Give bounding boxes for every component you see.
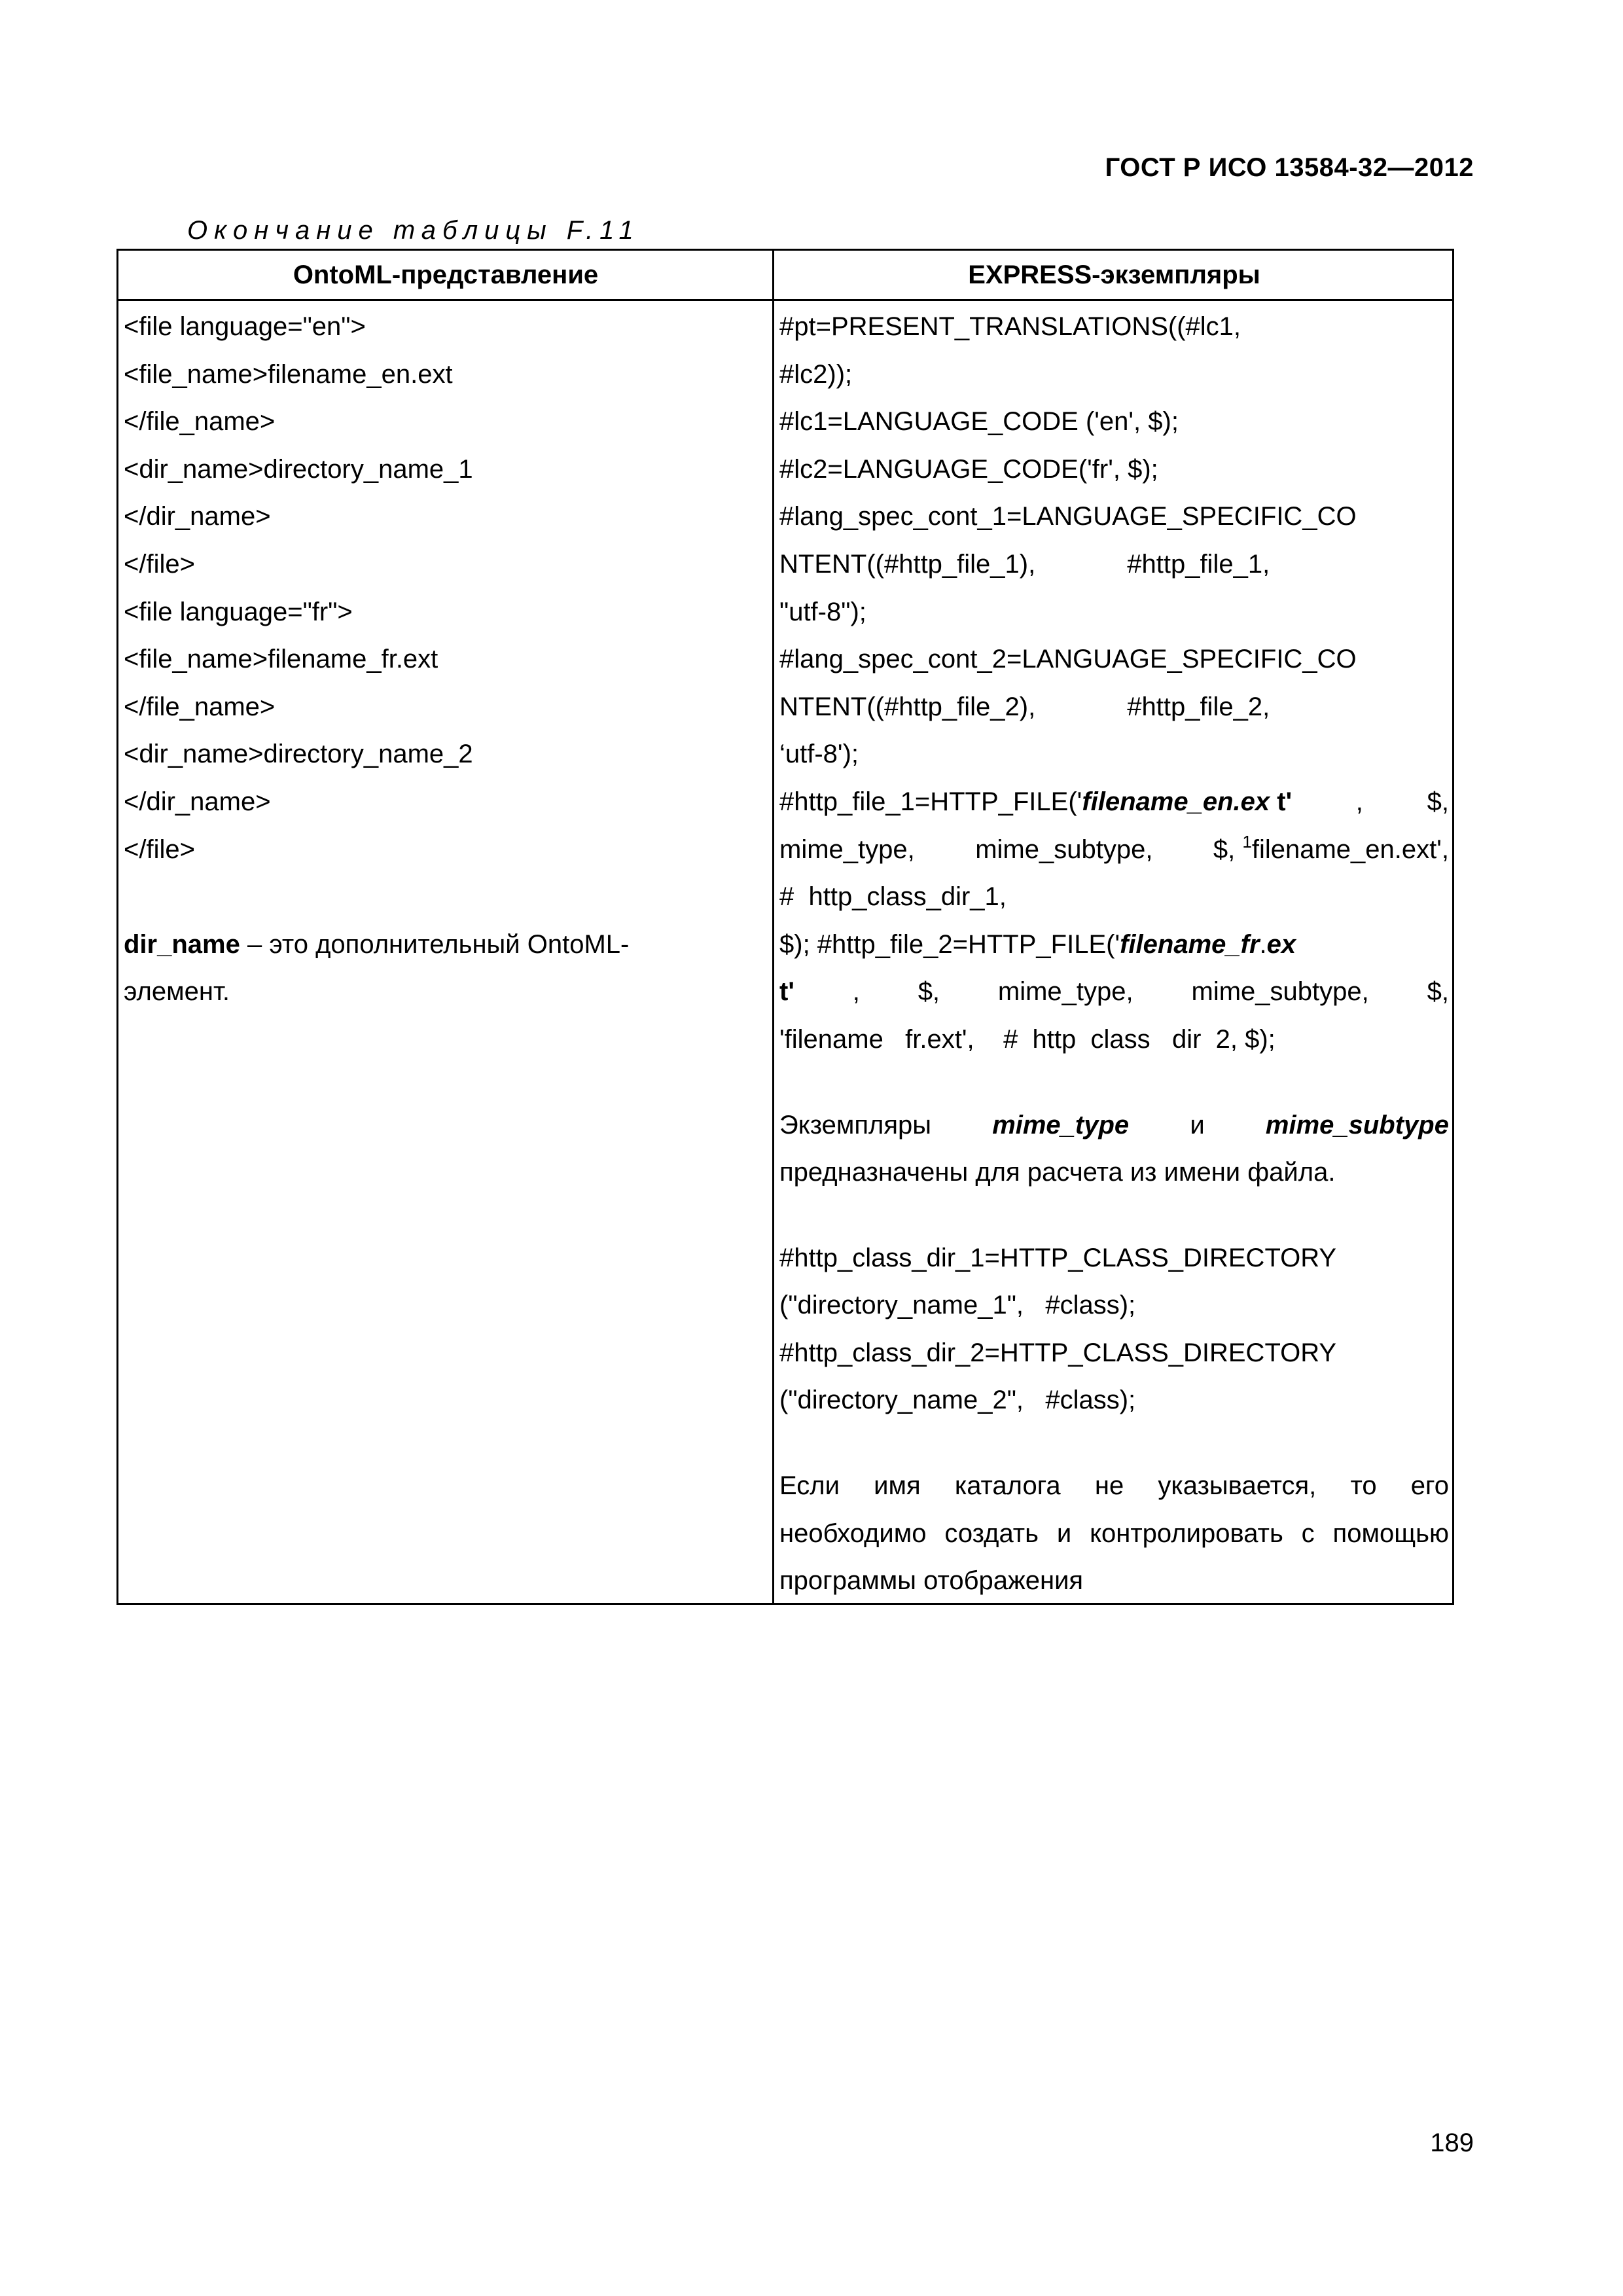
note-line [124,921,765,969]
xml-line: <file_name>filename_fr.ext [124,645,438,674]
express-line: #lc1=LANGUAGE_CODE ('en', $); [779,407,1179,437]
express-line: ("directory_name_1", #class); [779,1291,1136,1320]
express-fragment: , [852,977,860,1007]
paragraph-word: mime_type [992,1110,1130,1139]
paragraph-gap [779,1064,1449,1102]
column-divider [772,251,774,1603]
express-line: #http_class_dir_2=HTTP_CLASS_DIRECTORY [779,1338,1337,1367]
express-line: # http_class_dir_1, [779,882,1007,912]
xml-line: </file> [124,549,195,579]
paragraph-word: не [1094,1471,1124,1501]
table-header-row [118,251,1452,301]
express-line: 'filename fr.ext', # http class dir 2, $); [779,1024,1275,1054]
express-line: ("directory_name_2", #class); [779,1386,1136,1415]
express-line: ‘utf-8'); [779,740,859,769]
xml-line: </dir_name> [124,502,271,531]
paragraph-gap [779,1424,1449,1462]
express-fragment: mime_type, [997,977,1133,1007]
express-fragment: NTENT((#http_file_2), [779,692,1036,721]
xml-line: </file_name> [124,407,276,437]
paragraph-word: с [1301,1518,1315,1548]
table-caption: Окончание таблицы F.11 [187,216,640,245]
paragraph-word: указывается, [1158,1471,1317,1501]
express-fragment: $, [918,977,940,1007]
paragraph-word: имя [874,1471,921,1501]
express-line [779,826,1449,874]
paragraph-line [779,1462,1449,1510]
paragraph-word: и [1190,1110,1205,1139]
express-line: #lang_spec_cont_1=LANGUAGE_SPECIFIC_CO [779,502,1357,531]
note-text: – это дополнительный OntoML- [240,929,630,959]
express-line: #lc2=LANGUAGE_CODE('fr', $); [779,454,1158,484]
express-line [779,541,1449,588]
express-cell [779,303,1449,1605]
express-line: #pt=PRESENT_TRANSLATIONS((#lc1, [779,312,1241,341]
express-fragment: $, [1427,787,1449,816]
xml-line: </dir_name> [124,787,271,816]
express-fragment: NTENT((#http_file_1), [779,549,1036,579]
paragraph-word: Экземпляры [779,1110,931,1139]
express-line: #lc2)); [779,359,853,389]
paragraph-gap [779,1196,1449,1234]
note-term: dir_name [124,929,240,959]
express-fragment: t' [779,977,794,1007]
express-fragment: $, $^1$filename_en.ext', [1213,831,1449,864]
express-fragment: #http_file_2, [1127,692,1270,721]
ontoml-cell [124,303,765,1016]
paragraph-word: помощью [1332,1518,1449,1548]
paragraph-line: предназначены для расчета из имени файла. [779,1158,1336,1187]
express-fragment: $, [1427,977,1449,1007]
express-fragment: #http_file_1, [1127,549,1270,579]
paragraph-word: mime_subtype [1265,1110,1449,1139]
paragraph-word: необходимо [779,1518,927,1548]
express-line: #http_class_dir_1=HTTP_CLASS_DIRECTORY [779,1243,1337,1272]
xml-line: <dir_name>directory_name_2 [124,740,473,769]
express-fragment: mime_subtype, [975,834,1153,864]
express-fragment: mime_type, [779,834,915,864]
paragraph-word: создать [944,1518,1039,1548]
express-line [779,778,1449,826]
paragraph-word: контролировать [1090,1518,1283,1548]
paragraph-word: и [1056,1518,1072,1548]
express-line: $); #http_file_2=HTTP_FILE('filename_fr.ex [779,929,1296,959]
standard-designation: ГОСТ Р ИСО 13584-32—2012 [1105,153,1474,182]
mapping-table [116,249,1454,1605]
xml-line: <file language="fr"> [124,597,353,626]
express-line: #lang_spec_cont_2=LANGUAGE_SPECIFIC_CO [779,645,1357,674]
express-fragment: , [1355,787,1363,816]
paragraph-line: программы отображения [779,1566,1084,1596]
express-line [779,968,1449,1016]
xml-line: </file> [124,834,195,864]
paragraph-word: каталога [954,1471,1061,1501]
paragraph-line [779,1102,1449,1149]
paragraph-word: его [1410,1471,1449,1501]
paragraph-line [779,1510,1449,1558]
paragraph-word: то [1350,1471,1377,1501]
xml-line: <file language="en"> [124,312,366,341]
express-fragment: #http_file_1=HTTP_FILE('filename_en.ex t' [779,787,1293,816]
paragraph-word: Если [779,1471,840,1501]
express-line [779,683,1449,731]
spacer [124,873,765,921]
note-line: элемент. [124,977,230,1007]
xml-line: </file_name> [124,692,276,721]
xml-line: <file_name>filename_en.ext [124,359,453,389]
express-fragment: mime_subtype, [1191,977,1369,1007]
xml-line: <dir_name>directory_name_1 [124,454,473,484]
express-line: "utf-8"); [779,597,866,626]
header-ontoml: OntoML-представление [293,260,599,289]
page-number: 189 [1430,2128,1474,2157]
header-express: EXPRESS-экземпляры [968,260,1260,289]
